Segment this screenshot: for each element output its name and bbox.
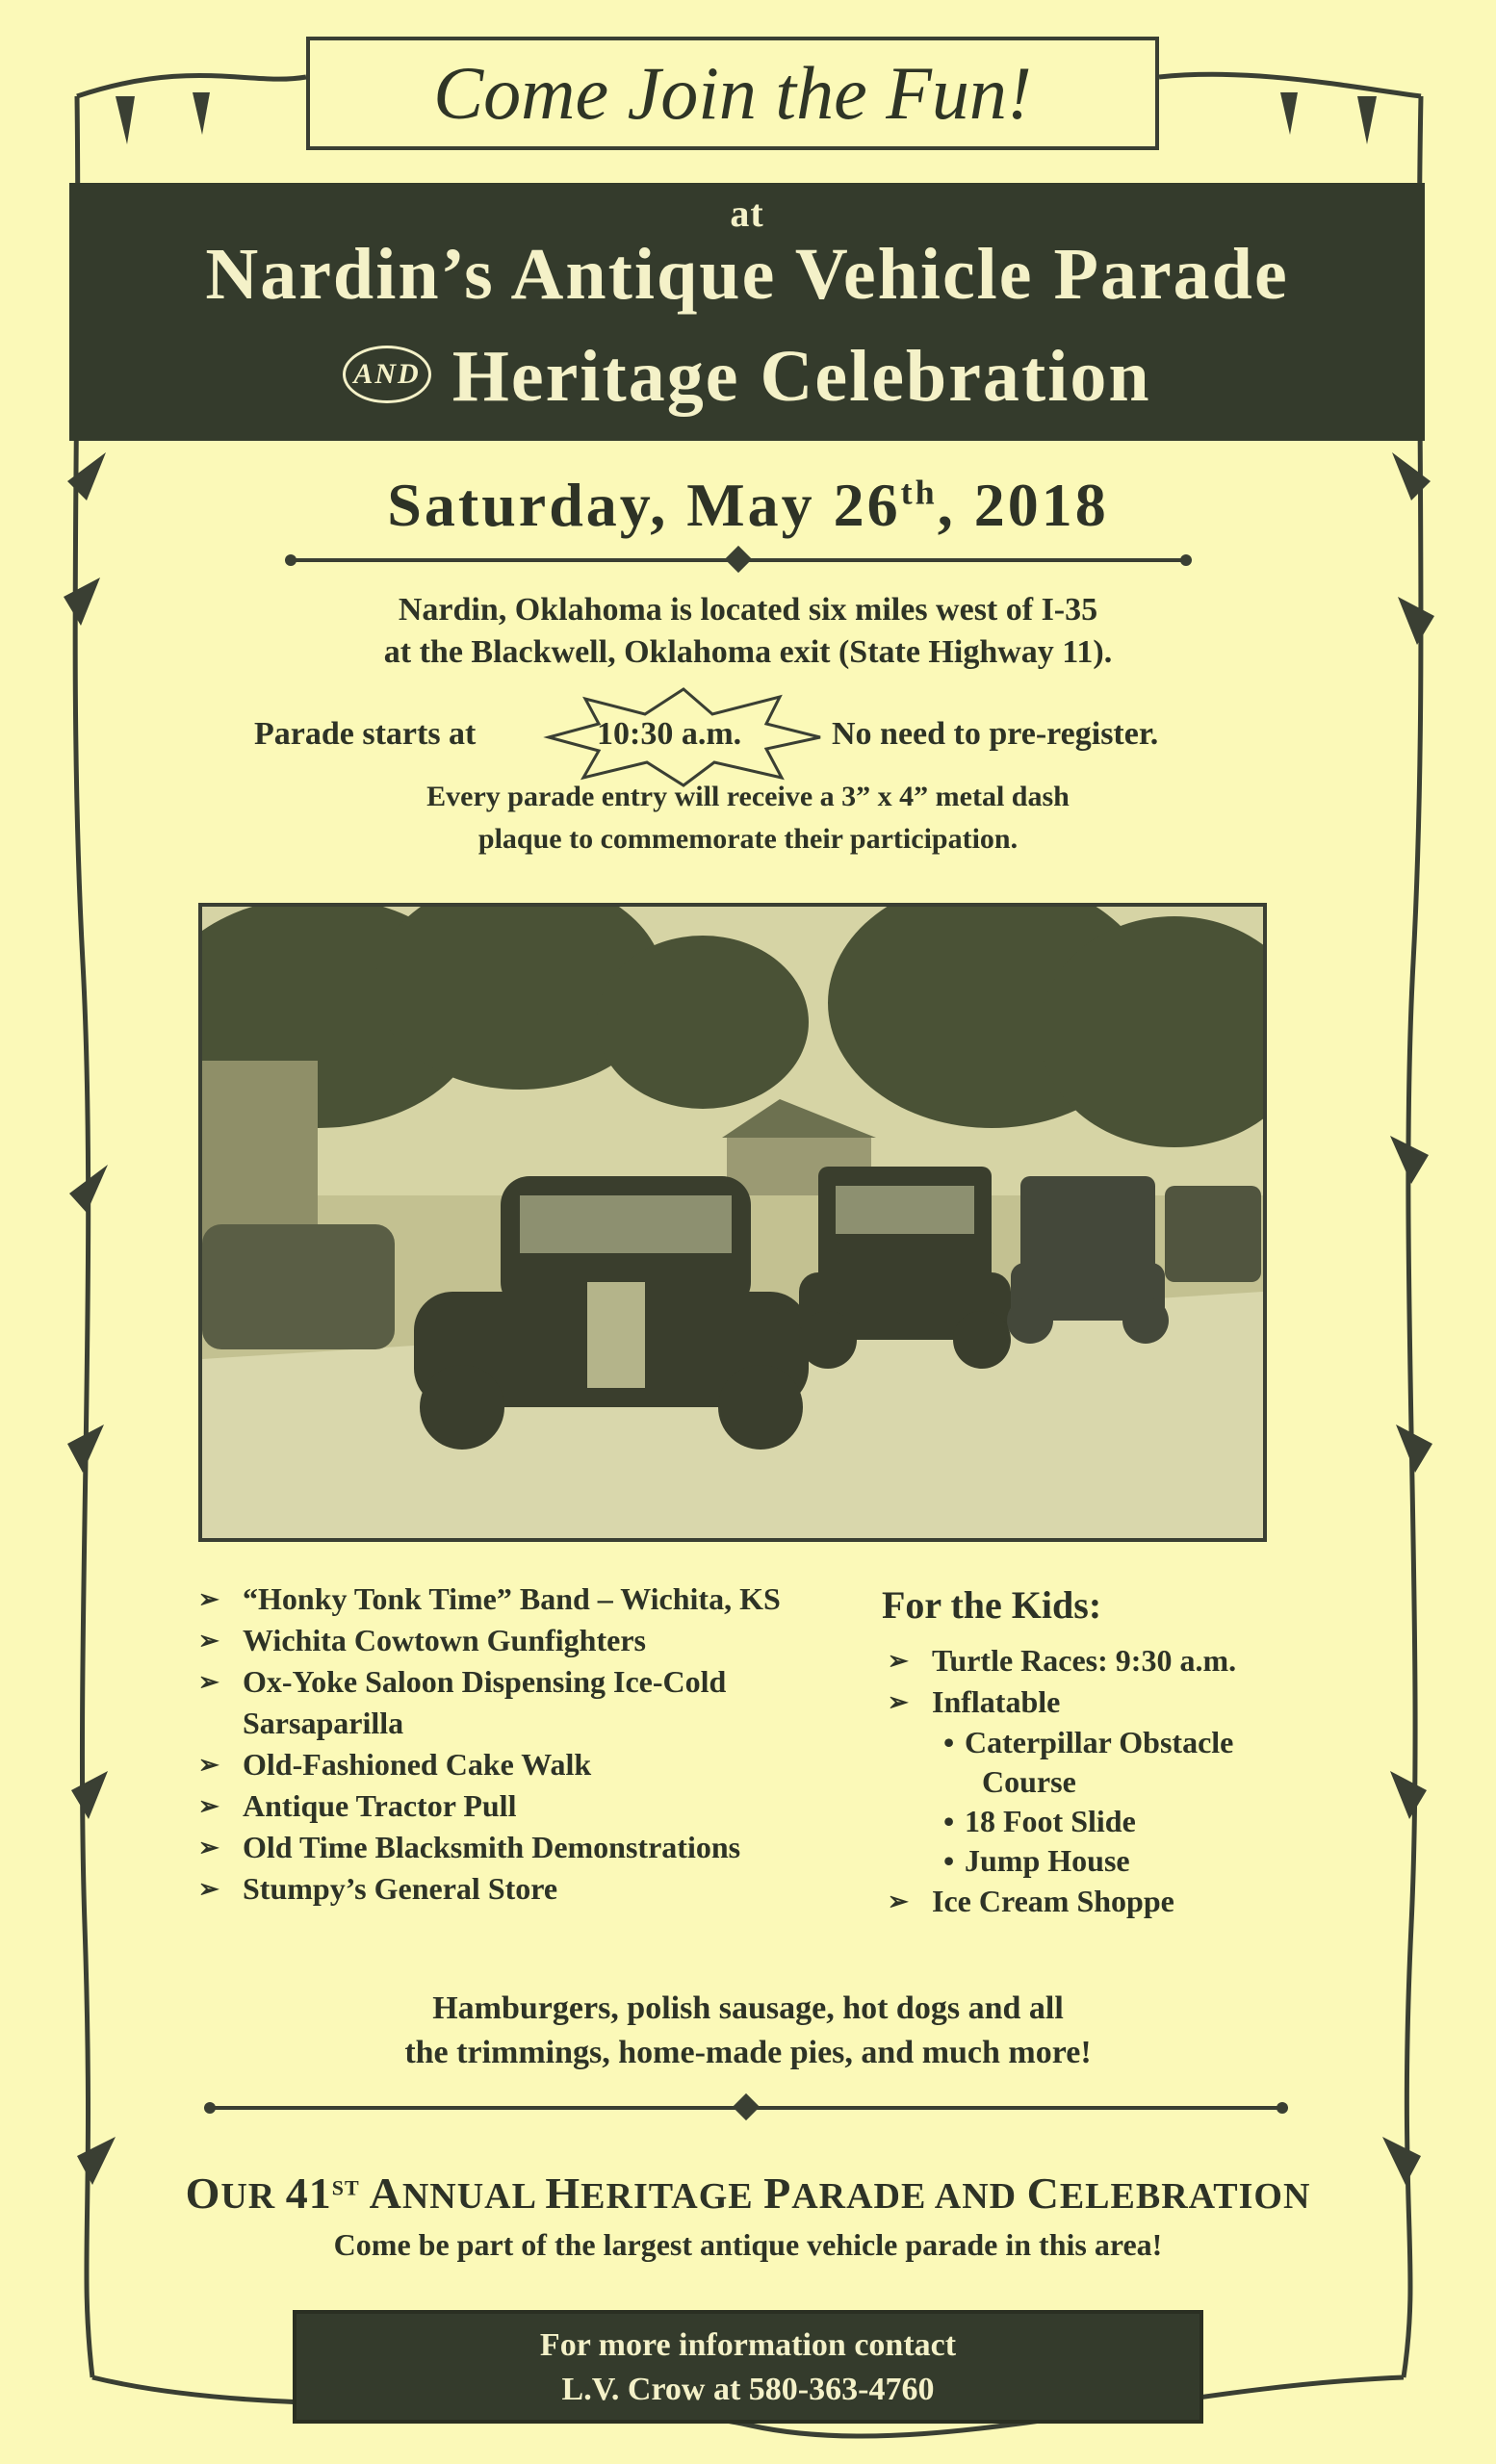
sub-list-item-continuation: Course bbox=[982, 1764, 1076, 1799]
arrow-bullet-icon: ➢ bbox=[198, 1668, 219, 1696]
arrow-bullet-icon: ➢ bbox=[888, 1688, 909, 1716]
list-item: ➢ Ox-Yoke Saloon Dispensing Ice-Cold bbox=[193, 1661, 866, 1703]
event-date: Saturday, May 26th, 2018 bbox=[387, 471, 1109, 539]
list-item: ➢ Old-Fashioned Cake Walk bbox=[193, 1744, 866, 1785]
title-at: at bbox=[730, 192, 764, 235]
kids-heading: For the Kids: bbox=[882, 1583, 1102, 1627]
parade-time: 10:30 a.m. bbox=[597, 716, 742, 752]
parade-starts-label: Parade starts at bbox=[254, 716, 477, 752]
arrow-bullet-icon: ➢ bbox=[198, 1792, 219, 1820]
come-join-banner bbox=[306, 37, 1159, 150]
tagline: Come be part of the largest antique vehicle parade in this area! bbox=[333, 2227, 1163, 2262]
activities-list bbox=[193, 1578, 866, 1910]
arrow-bullet-icon: ➢ bbox=[888, 1647, 909, 1675]
dot-bullet-icon: • bbox=[943, 1804, 955, 1838]
list-item: ➢ Wichita Cowtown Gunfighters bbox=[193, 1620, 866, 1661]
dot-bullet-icon: • bbox=[943, 1843, 955, 1878]
divider-bottom bbox=[210, 2106, 1282, 2110]
come-join-text: Come Join the Fun! bbox=[433, 51, 1032, 135]
antique-cars-photo bbox=[198, 903, 1267, 1542]
list-item-continuation: Sarsaparilla bbox=[243, 1706, 404, 1740]
title-line-2 bbox=[69, 335, 1425, 419]
sub-list-item: • Caterpillar Obstacle bbox=[882, 1723, 1305, 1762]
arrow-bullet-icon: ➢ bbox=[888, 1887, 909, 1915]
list-item: ➢ Old Time Blacksmith Demonstrations bbox=[193, 1827, 866, 1868]
title-line-1: Nardin’s Antique Vehicle Parade bbox=[205, 234, 1289, 315]
list-item: ➢ Inflatable bbox=[882, 1681, 1305, 1723]
list-item: ➢ “Honky Tonk Time” Band – Wichita, KS bbox=[193, 1578, 866, 1620]
contact-line-1: For more information contact bbox=[539, 2327, 957, 2363]
arrow-bullet-icon: ➢ bbox=[198, 1834, 219, 1861]
contact-box bbox=[293, 2310, 1203, 2424]
annual-heading: OUR 41ST ANNUAL HERITAGE PARADE AND CELEBRATION bbox=[185, 2169, 1311, 2218]
kids-list bbox=[882, 1578, 1305, 1922]
parade-time-row bbox=[254, 705, 1255, 772]
title-band bbox=[69, 183, 1425, 441]
arrow-bullet-icon: ➢ bbox=[198, 1875, 219, 1903]
food-text: Hamburgers, polish sausage, hot dogs and all the trimmings, home-made pies, and much more! bbox=[404, 1990, 1092, 2070]
location-text: Nardin, Oklahoma is located six miles west of I-35 at the Blackwell, Oklahoma exit (State Highway 11). bbox=[383, 592, 1113, 670]
pre-register-note: No need to pre-register. bbox=[832, 716, 1159, 752]
dot-bullet-icon: • bbox=[943, 1725, 955, 1759]
list-item: ➢ Antique Tractor Pull bbox=[193, 1785, 866, 1827]
arrow-bullet-icon: ➢ bbox=[198, 1585, 219, 1613]
sub-list-item: • Jump House bbox=[882, 1841, 1305, 1881]
and-badge: AND bbox=[343, 346, 430, 403]
list-item: ➢ Turtle Races: 9:30 a.m. bbox=[882, 1640, 1305, 1681]
divider-top bbox=[291, 558, 1186, 562]
list-item: ➢ Stumpy’s General Store bbox=[193, 1868, 866, 1910]
plaque-text: Every parade entry will receive a 3” x 4” metal dash plaque to commemorate their participation. bbox=[426, 781, 1070, 855]
sub-list-item: • 18 Foot Slide bbox=[882, 1802, 1305, 1841]
arrow-bullet-icon: ➢ bbox=[198, 1751, 219, 1779]
list-item: ➢ Ice Cream Shoppe bbox=[882, 1881, 1305, 1922]
antique-cars-image bbox=[202, 907, 1263, 1538]
title-line-2-text: Heritage Celebration bbox=[451, 336, 1151, 417]
contact-line-2: L.V. Crow at 580-363-4760 bbox=[561, 2372, 935, 2407]
arrow-bullet-icon: ➢ bbox=[198, 1627, 219, 1655]
